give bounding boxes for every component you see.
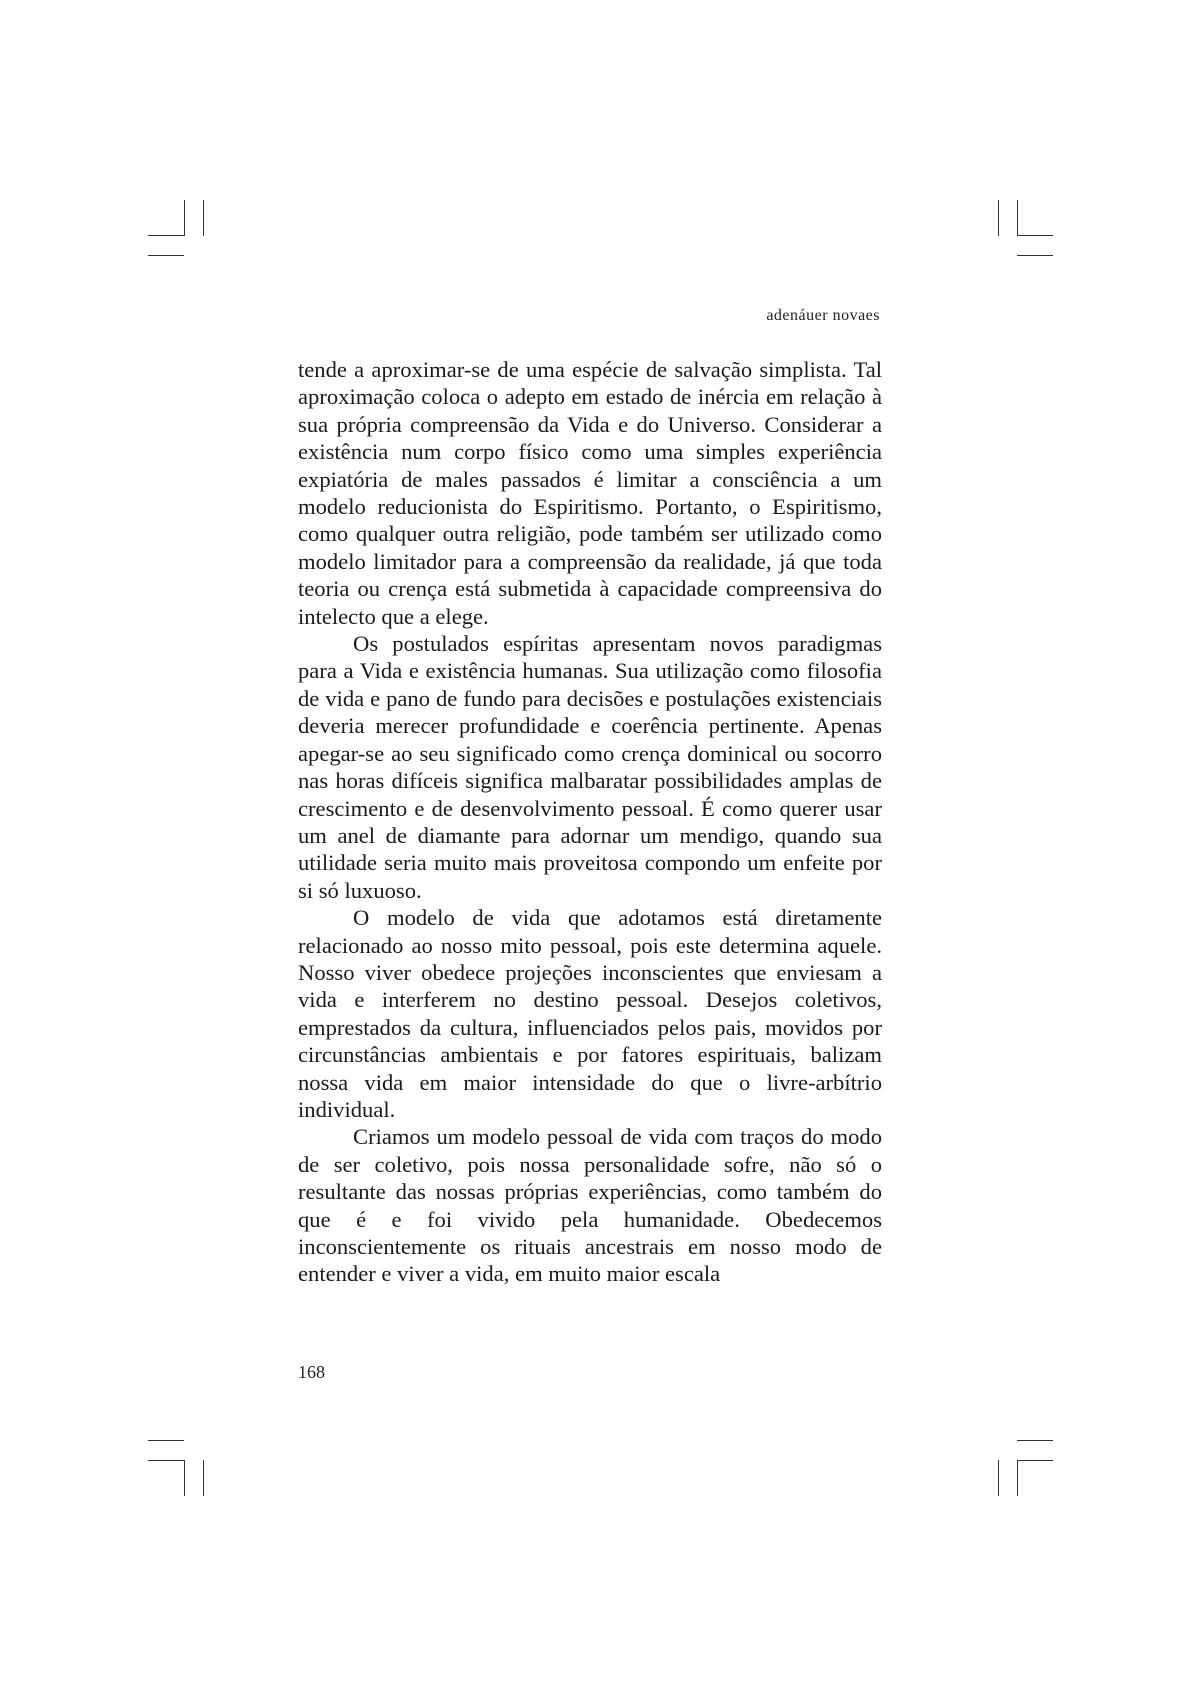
crop-mark <box>203 200 204 236</box>
crop-mark <box>1017 235 1053 236</box>
crop-mark <box>203 1460 204 1496</box>
crop-mark <box>184 200 185 236</box>
body-text <box>298 356 882 1288</box>
paragraph: tende a aproximar-se de uma espécie de salvação simplista. Tal aproximação coloca o adepto em estado de inércia em relação à sua própria compreensão da Vida e do Universo. Considerar a existência num corpo físico como uma simples experiência expiatória de males passados é limitar a consciência a um modelo reducionista do Espiritismo. Portanto, o Espiritismo, como qualquer outra religião, pode também ser utilizado como modelo limitador para a compreensão da realidade, já que toda teoria ou crença está submetida à capacidade compreensiva do intelecto que a elege. <box>298 357 882 629</box>
crop-mark <box>1017 255 1053 256</box>
crop-mark <box>148 235 184 236</box>
crop-mark <box>1017 1460 1018 1496</box>
crop-mark <box>1017 200 1018 236</box>
paragraph: Os postulados espíritas apresentam novos paradigmas para a Vida e existência humanas. Sua utilização como filosofia de vida e pano de fundo para decisões e postulações existenciais deveria merecer profundidade e coerência pertinente. Apenas apegar-se ao seu significado como crença dominical ou socorro nas horas difíceis significa malbaratar possibilidades amplas de crescimento e de desenvolvimento pessoal. É como querer usar um anel de diamante para adornar um mendigo, quando sua utilidade seria muito mais proveitosa compondo um enfeite por si só luxuoso. <box>298 631 882 903</box>
crop-mark <box>148 1440 184 1441</box>
paragraph: O modelo de vida que adotamos está diretamente relacionado ao nosso mito pessoal, pois este determina aquele. Nosso viver obedece projeções inconscientes que enviesam a vida e interferem no destino pessoal. Desejos coletivos, emprestados da cultura, influenciados pelos pais, movidos por circunstâncias ambientais e por fatores espirituais, balizam nossa vida em maior intensidade do que o livre-arbítrio individual. <box>298 905 882 1122</box>
crop-mark <box>148 255 184 256</box>
page-number: 168 <box>298 1362 325 1382</box>
crop-mark <box>998 1460 999 1496</box>
crop-mark <box>1017 1460 1053 1461</box>
crop-mark <box>998 200 999 236</box>
crop-mark <box>148 1460 184 1461</box>
running-head: adenáuer novaes <box>766 307 880 324</box>
crop-mark <box>1017 1440 1053 1441</box>
paragraph: Criamos um modelo pessoal de vida com traços do modo de ser coletivo, pois nossa personalidade sofre, não só o resultante das nossas próprias experiências, como também do que é e foi vivido pela humanidade. Obedecemos inconscientemente os rituais ancestrais em nosso modo de entender e viver a vida, em muito maior escala <box>298 1124 882 1287</box>
crop-mark <box>184 1460 185 1496</box>
